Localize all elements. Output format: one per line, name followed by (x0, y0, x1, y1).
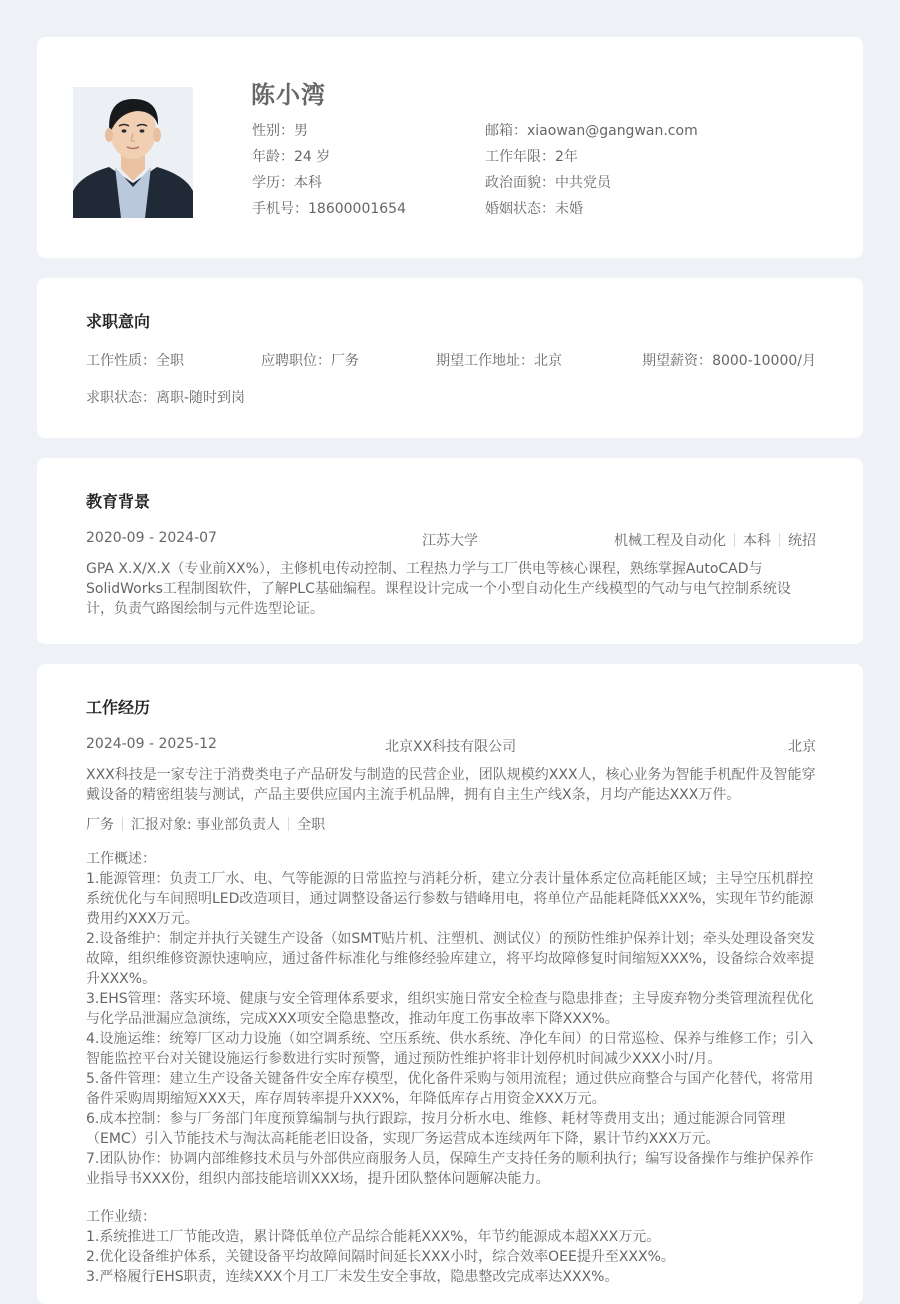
intent-location (436, 350, 562, 370)
section-title-education: 教育背景 (86, 492, 151, 511)
education-major: 机械工程及自动化 (614, 533, 726, 549)
education-entry-header (86, 530, 816, 550)
info-row-phone (252, 199, 812, 225)
overview-line: 4.设施运维：统筹厂区动力设施（如空调系统、空压系统、供水系统、净化车间）的日常巡检、保养与维修工作；引入 (86, 1031, 814, 1047)
education-enroll: 统招 (788, 533, 816, 549)
intent-salary (642, 350, 816, 370)
work-experience-card (37, 664, 863, 1304)
education-value: 本科 (294, 175, 322, 191)
intent-row-2 (86, 387, 816, 407)
separator (779, 533, 780, 547)
overview-line: 2.设备维护：制定并执行关键生产设备（如SMT贴片机、注塑机、测试仪）的预防性维护保养计划；牵头处理设备突发 (86, 931, 815, 947)
achievement-line: 2.优化设备维护体系，关键设备平均故障间隔时间延长XXX小时，综合效率OEE提升至XXX%。 (86, 1249, 675, 1265)
education-desc-line: GPA X.X/X.X（专业前XX%），主修机电传动控制、工程热力学与工厂供电等核心课程，熟练掌握AutoCAD与 (86, 561, 763, 577)
profile-card (37, 37, 863, 258)
profile-info-grid (252, 121, 812, 225)
email-label: 邮箱： (485, 123, 527, 139)
intent-type (86, 350, 184, 370)
overview-line: 费用约XXX万元。 (86, 911, 199, 927)
phone-label: 手机号： (252, 201, 308, 217)
intent-salary-label: 期望薪资： (642, 353, 713, 369)
gender-label: 性别： (252, 123, 294, 139)
political-value: 中共党员 (555, 175, 611, 191)
intent-salary-value: 8000-10000/月 (712, 353, 816, 369)
intent-position-label: 应聘职位： (261, 353, 331, 369)
marital-value: 未婚 (555, 201, 583, 217)
age-label: 年龄： (252, 149, 294, 165)
work-tag-role: 厂务 (86, 817, 114, 833)
intent-row-1 (86, 350, 816, 370)
info-row-age (252, 147, 812, 173)
work-tags (86, 814, 325, 834)
work-overview-title: 工作概述： (86, 851, 156, 867)
section-title-intent: 求职意向 (86, 312, 151, 331)
intent-location-value: 北京 (534, 353, 562, 369)
intent-position (261, 350, 359, 370)
work-date: 2024-09 - 2025-12 (86, 736, 217, 752)
overview-line: 1.能源管理：负责工厂水、电、气等能源的日常监控与消耗分析，建立分表计量体系定位高耗能区域；主导空压机群控 (86, 871, 814, 887)
work-achievements (86, 1207, 816, 1287)
education-desc-line: 计，负责气路图绘制与元件选型论证。 (86, 601, 324, 617)
job-intent-card (37, 278, 863, 438)
intent-type-label: 工作性质： (86, 353, 156, 369)
gender-value: 男 (294, 123, 308, 139)
overview-line: 升XXX%。 (86, 971, 157, 987)
political-label: 政治面貌： (485, 175, 555, 191)
separator (288, 817, 289, 831)
overview-line: （EMC）引入节能技术与淘汰高耗能老旧设备，实现厂务运营成本连续两年下降，累计节约XXX万元。 (86, 1131, 720, 1147)
separator (122, 817, 123, 831)
avatar (73, 87, 193, 218)
work-city: 北京 (788, 739, 816, 755)
education-card (37, 458, 863, 644)
overview-line: 智能监控平台对关键设施运行参数进行实时预警，通过预防性维护将非计划停机时间减少XXX小时/月。 (86, 1051, 722, 1067)
marital-label: 婚姻状态： (485, 201, 555, 217)
company-intro (86, 765, 816, 805)
overview-line: 备件采购周期缩短XXX天，库存周转率提升XXX%，年降低库存占用资金XXX万元。 (86, 1091, 606, 1107)
overview-line: 3.EHS管理：落实环境、健康与安全管理体系要求，组织实施日常安全检查与隐患排查；主导废弃物分类管理流程优化 (86, 991, 814, 1007)
years-value: 2年 (555, 149, 578, 165)
overview-line: 5.备件管理：建立生产设备关键备件安全库存模型，优化备件采购与领用流程；通过供应商整合与国产化替代，将常用 (86, 1071, 814, 1087)
phone-value: 18600001654 (308, 201, 406, 217)
candidate-name: 陈小湾 (251, 81, 326, 109)
company-intro-line: 戴设备的精密组装与测试，产品主要供应国内主流手机品牌，拥有自主生产线X条，月均产能达XXX万件。 (86, 787, 741, 803)
intent-type-value: 全职 (156, 353, 184, 369)
work-tag-type: 全职 (297, 817, 326, 833)
education-school: 江苏大学 (422, 533, 478, 549)
overview-line: 故障，组织维修资源快速响应，通过备件标准化与维修经验库建立，将平均故障修复时间缩短XXX%，设备综合效率提 (86, 951, 815, 967)
years-label: 工作年限： (485, 149, 555, 165)
company-intro-line: XXX科技是一家专注于消费类电子产品研发与制造的民营企业，团队规模约XXX人，核心业务为智能手机配件及智能穿 (86, 767, 816, 783)
achievement-line: 1.系统推进工厂节能改造，累计降低单位产品综合能耗XXX%，年节约能源成本超XXX万元。 (86, 1229, 661, 1245)
overview-line: 系统优化与车间照明LED改造项目，通过调整设备运行参数与错峰用电，将单位产品能耗降低XXX%，实现年节约能源 (86, 891, 814, 907)
overview-line: 7.团队协作：协调内部维修技术员与外部供应商服务人员，保障生产支持任务的顺利执行；编写设备操作与维护保养作 (86, 1151, 814, 1167)
education-label: 学历： (252, 175, 294, 191)
work-overview (86, 849, 816, 1189)
intent-status-label: 求职状态： (86, 390, 156, 406)
work-company: 北京XX科技有限公司 (385, 739, 517, 755)
intent-location-label: 期望工作地址： (436, 353, 534, 369)
overview-line: 业指导书XXX份，组织内部技能培训XXX场，提升团队整体问题解决能力。 (86, 1171, 550, 1187)
overview-line: 与化学品泄漏应急演练，完成XXX项安全隐患整改，推动年度工伤事故率下降XXX%。 (86, 1011, 619, 1027)
intent-status (86, 387, 245, 407)
work-entry-header (86, 736, 816, 756)
education-description (86, 559, 816, 619)
info-row-gender (252, 121, 812, 147)
work-tag-report: 汇报对象: 事业部负责人 (131, 817, 281, 833)
section-title-work: 工作经历 (86, 698, 151, 717)
intent-position-value: 厂务 (331, 353, 359, 369)
work-achievements-title: 工作业绩： (86, 1209, 156, 1225)
info-row-education (252, 173, 812, 199)
intent-status-value: 离职-随时到岗 (156, 390, 246, 406)
achievement-line: 3.严格履行EHS职责，连续XXX个月工厂未发生安全事故，隐患整改完成率达XXX%。 (86, 1269, 619, 1285)
avatar-photo (73, 87, 193, 218)
overview-line: 6.成本控制：参与厂务部门年度预算编制与执行跟踪，按月分析水电、维修、耗材等费用支出；通过能源合同管理 (86, 1111, 786, 1127)
email-value: xiaowan@gangwan.com (527, 123, 698, 139)
age-value: 24 岁 (294, 149, 331, 165)
education-meta (614, 530, 816, 550)
education-desc-line: SolidWorks工程制图软件，了解PLC基础编程。课程设计完成一个小型自动化生产线模型的气动与电气控制系统设 (86, 581, 791, 597)
education-degree: 本科 (743, 533, 771, 549)
separator (734, 533, 735, 547)
education-date: 2020-09 - 2024-07 (86, 530, 217, 546)
